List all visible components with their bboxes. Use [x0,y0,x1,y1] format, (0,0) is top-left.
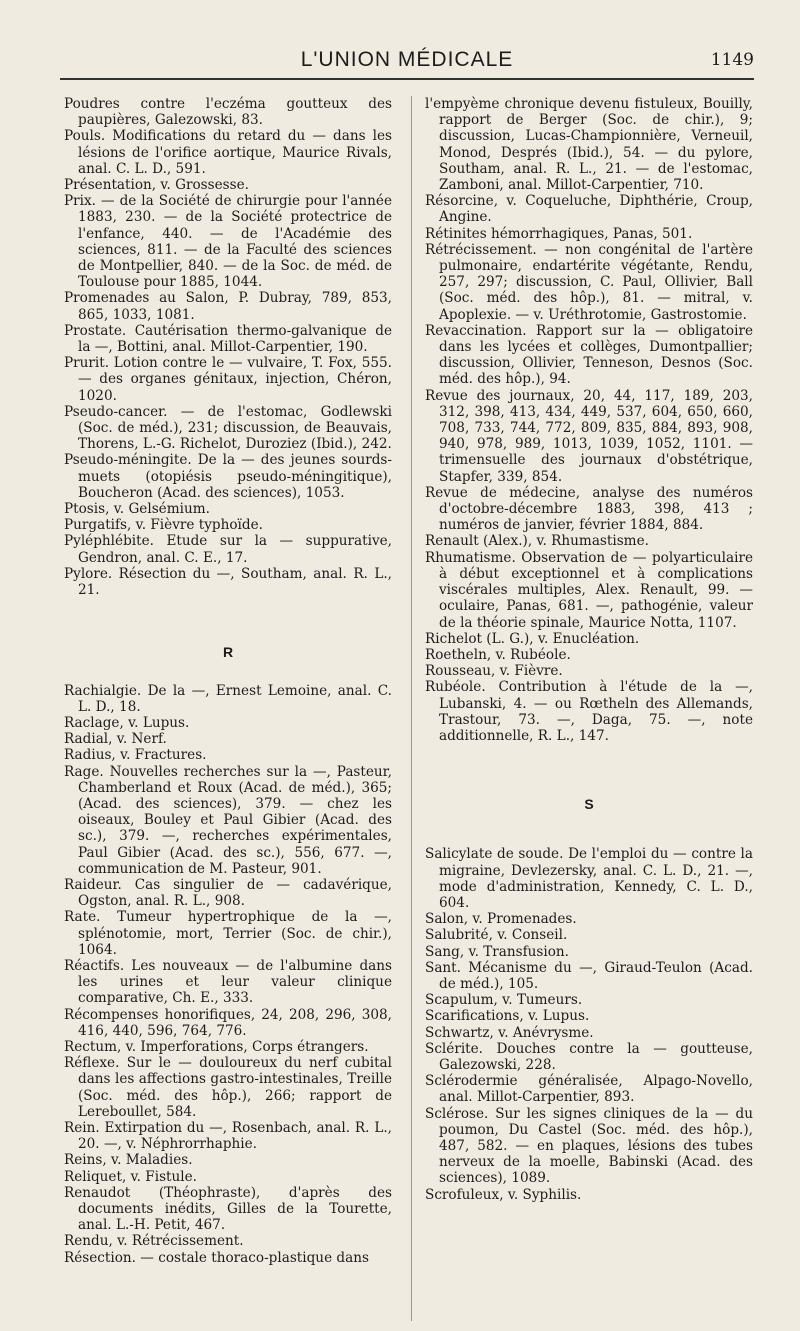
index-entry: Rectum, v. Imperforations, Corps étrangers. [64,1038,369,1055]
index-entry: Sant. Mécanisme du —, Giraud-Teulon (Acad. de méd.), 105. [425,959,753,992]
index-entry: Revaccination. Rapport sur la — obligatoire dans les lycées et collèges, Dumontpallier; discussion, Ollivier, Tenneson, Desnos (Soc. méd. des hôp.), 94. [425,322,753,388]
page-number: 1149 [710,50,754,70]
index-entry: Poudres contre l'eczéma goutteux des paupières, Galezowski, 83. [64,96,392,129]
index-entry: Renaudot (Théophraste), d'après des documents inédits, Gilles de la Tourette, anal. L.-H. Petit, 467. [64,1184,392,1234]
index-entry: Pyléphlébite. Etude sur la — suppurative, Gendron, anal. C. E., 17. [64,533,392,566]
index-entry: Reins, v. Maladies. [64,1152,193,1169]
index-entry: Promenades au Salon, P. Dubray, 789, 853, 865, 1033, 1081. [64,290,392,323]
index-entry: Prurit. Lotion contre le — vulvaire, T. Fox, 555. — des organes génitaux, injection, Chéron, 1020. [64,355,392,404]
index-entry: Raclage, v. Lupus. [64,714,190,731]
index-entry: Rhumatisme. Observation de — polyarticulaire à début exceptionnel et à complications viscérales multiples, Alex. Renault, 99. — oculaire, Panas, 681. —, pathogénie, valeur de la théorie spinale, Maurice Notta, 1107. [425,549,753,631]
section-heading-s: S [584,796,594,813]
index-entry: Pseudo-méningite. De la — des jeunes sourds-muets (otopiésis pseudo-méningitique), Boucheron (Acad. des sciences), 1053. [64,452,392,501]
index-entry: Présentation, v. Grossesse. [64,177,249,194]
right-column [425,96,753,1203]
index-entry: Rétrécissement. — non congénital de l'artère pulmonaire, endartérite végétante, Rendu, 257, 297; discussion, C. Paul, Ollivier, Ball (Soc. méd. des hôp.), 81. — mitral, v. Apoplexie. — v. Uréthrotomie, Gastrostomie. [425,241,753,323]
index-entry: Réactifs. Les nouveaux — de l'albumine dans les urines et leur valeur clinique comparative, Ch. E., 333. [64,957,392,1007]
index-entry: Purgatifs, v. Fièvre typhoïde. [64,517,263,534]
column-divider [411,96,412,1321]
index-entry: Renault (Alex.), v. Rhumastisme. [425,533,649,550]
index-entry: Radius, v. Fractures. [64,747,207,764]
index-entry: Sclérose. Sur les signes cliniques de la — du poumon, Du Castel (Soc. méd. des hôp.), 487, 582. — en plaques, lésions des tubes nerveux de la moelle, Babinski (Acad. des sciences), 1089. [425,1105,753,1187]
index-entry: Radial, v. Nerf. [64,731,167,748]
index-entries-r [64,683,392,1266]
index-entry: Salicylate de soude. De l'emploi du — contre la migraine, Devlezersky, anal. C. L. D., 21. —, mode d'administration, Kennedy, C. L. D., 604. [425,846,753,911]
left-column [64,96,392,1266]
index-entry: Prix. — de la Société de chirurgie pour l'année 1883, 230. — de la Société protectrice de l'enfance, 440. — de l'Académie des sciences, 811. — de la Faculté des sciences de Montpellier, 840. — de la Soc. de méd. de Toulouse pour 1885, 1044. [64,193,392,291]
index-entry: Scapulum, v. Tumeurs. [425,992,583,1009]
index-entry: Salon, v. Promenades. [425,911,577,928]
index-entry: Pylore. Résection du —, Southam, anal. R. L., 21. [64,565,392,599]
index-entries-p [64,96,392,598]
index-entry: Ptosis, v. Gelsémium. [64,501,210,518]
index-entry: Rate. Tumeur hypertrophique de la —, splénotomie, mort, Terrier (Soc. de chir.), 1064. [64,909,392,958]
index-entry: Sclérodermie généralisée, Alpago-Novello, anal. Millot-Carpentier, 893. [425,1073,753,1106]
journal-title: L'UNION MÉDICALE [300,48,514,71]
index-entry: Scarifications, v. Lupus. [425,1008,590,1025]
index-entry: Rousseau, v. Fièvre. [425,663,563,680]
index-entry: Raideur. Cas singulier de — cadavérique, Ogston, anal. R. L., 908. [64,876,392,910]
page-header [60,44,754,80]
index-entry: Rétinites hémorrhagiques, Panas, 501. [425,225,693,242]
index-entry: Sclérite. Douches contre la — goutteuse, Galezowski, 228. [425,1040,753,1073]
index-entry: Sang, v. Transfusion. [425,943,569,960]
section-heading-r: R [222,644,234,661]
index-entry: Pouls. Modifications du retard du — dans les lésions de l'orifice aortique, Maurice Rivals, anal. C. L. D., 591. [64,128,392,177]
index-entry: Rein. Extirpation du —, Rosenbach, anal. R. L., 20. —, v. Néphrorrhaphie. [64,1119,392,1153]
index-entries-r-continued [425,96,753,744]
index-entry: Prostate. Cautérisation thermo-galvanique de la —, Bottini, anal. Millot-Carpentier, 190. [64,322,392,356]
index-entry: Rendu, v. Rétrécissement. [64,1233,244,1250]
index-entry: Schwartz, v. Anévrysme. [425,1024,594,1041]
index-entry: Rage. Nouvelles recherches sur la —, Pasteur, Chamberland et Roux (Acad. de méd.), 365; (Acad. des sciences), 379. — chez les oiseaux, Bouley et Paul Gibier (Acad. des sc.), 379. —, recherches expérimentales, Paul Gibier (Acad. des sc.), 556, 677. —, communication de M. Pasteur, 901. [64,763,392,877]
index-entry: l'empyème chronique devenu fistuleux, Bouilly, rapport de Berger (Soc. de chir.), 9; discussion, Lucas-Championnière, Verneuil, Monod, Després (Ibid.), 54. — du pylore, Southam, anal. R. L., 21. — de l'estomac, Zamboni, anal. Millot-Carpentier, 710. [425,96,753,194]
index-entry: Réflexe. Sur le — douloureux du nerf cubital dans les affections gastro-intestinales, Treille (Soc. méd. des hôp.), 266; rapport de Lereboullet, 584. [64,1055,392,1120]
index-entry: Roetheln, v. Rubéole. [425,646,571,663]
index-entry: Revue des journaux, 20, 44, 117, 189, 203, 312, 398, 413, 434, 449, 537, 604, 650, 660, 708, 733, 744, 772, 809, 835, 884, 893, 908, 940, 978, 989, 1013, 1039, 1052, 1101. — trimensuelle des journaux d'obstétrique, Stapfer, 339, 854. [425,387,753,485]
index-entry: Rachialgie. De la —, Ernest Lemoine, anal. C. L. D., 18. [64,682,392,715]
index-entry: Revue de médecine, analyse des numéros d'octobre-décembre 1883, 398, 413 ; numéros de janvier, février 1884, 884. [425,484,753,534]
index-entry: Salubrité, v. Conseil. [425,927,568,944]
index-entry: Résection. — costale thoraco-plastique dans [64,1249,369,1266]
index-entry: Résorcine, v. Coqueluche, Diphthérie, Croup, Angine. [425,193,753,226]
index-entry: Récompenses honorifiques, 24, 208, 296, 308, 416, 440, 596, 764, 776. [64,1006,392,1039]
index-entry: Rubéole. Contribution à l'étude de la —, Lubanski, 4. — ou Rœtheln des Allemands, Trastour, 73. —, Daga, 75. —, note additionnelle, R. L., 147. [425,679,753,744]
index-entries-s [425,846,753,1202]
index-entry: Reliquet, v. Fistule. [64,1168,197,1185]
index-entry: Scrofuleux, v. Syphilis. [425,1186,582,1203]
index-entry: Pseudo-cancer. — de l'estomac, Godlewski (Soc. de méd.), 231; discussion, de Beauvais, Thorens, L.-G. Richelot, Duroziez (Ibid.), 242. [64,403,392,453]
index-entry: Richelot (L. G.), v. Enucléation. [425,630,640,647]
